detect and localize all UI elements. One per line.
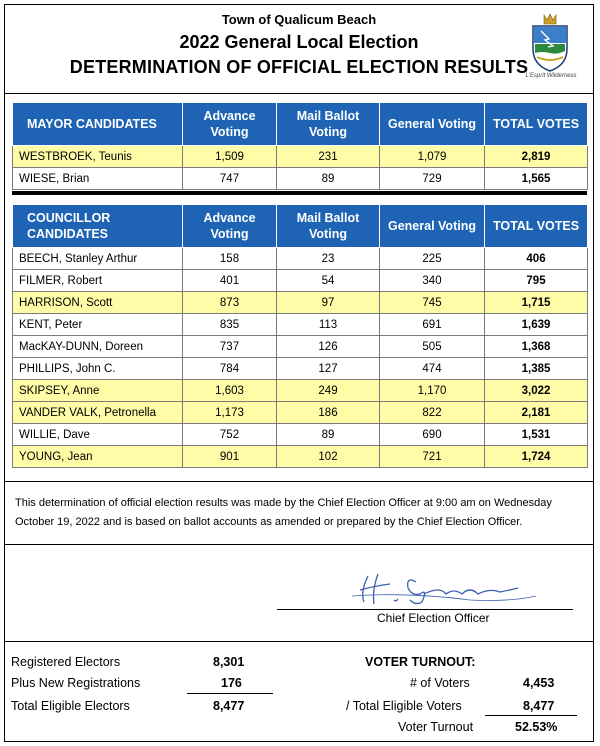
candidate-name: FILMER, Robert [13, 270, 183, 292]
new-registrations-value: 176 [221, 676, 242, 690]
advance-votes: 901 [183, 446, 277, 468]
candidate-row [13, 336, 588, 358]
total-votes: 2,181 [485, 402, 588, 424]
candidate-name: KENT, Peter [13, 314, 183, 336]
town-name: Town of Qualicum Beach [221, 12, 377, 27]
general-votes: 690 [380, 424, 485, 446]
sum-underline [187, 693, 273, 694]
total-votes-header: TOTAL VOTES [485, 103, 588, 146]
candidate-name: BEECH, Stanley Arthur [13, 248, 183, 270]
registered-electors-value: 8,301 [213, 655, 245, 669]
candidate-row [13, 358, 588, 380]
advance-votes: 737 [183, 336, 277, 358]
general-votes: 1,170 [380, 380, 485, 402]
mail-ballot-votes: 127 [277, 358, 380, 380]
section-divider [5, 641, 593, 642]
mail-ballot-votes: 102 [277, 446, 380, 468]
advance-voting-header: Advance Voting [183, 103, 277, 146]
councillor-results-table [12, 204, 588, 468]
determination-note [15, 494, 595, 532]
total-votes: 1,385 [485, 358, 588, 380]
candidate-row [13, 402, 588, 424]
mayor-results-table [12, 102, 588, 190]
general-voting-header: General Voting [380, 103, 485, 146]
mayor-table-header [13, 103, 588, 146]
new-registrations-label: Plus New Registrations [11, 676, 141, 690]
note-line-2: October 19, 2022 and is based on ballot accounts as amended or prepared by the Chief Election Officer. [15, 516, 523, 528]
candidate-row [13, 446, 588, 468]
town-crest-logo [527, 13, 573, 73]
candidate-name: WESTBROEK, Teunis [13, 146, 183, 168]
candidate-name: PHILLIPS, John C. [13, 358, 183, 380]
header-divider [5, 93, 593, 94]
mail-ballot-votes: 97 [277, 292, 380, 314]
mail-ballot-votes: 186 [277, 402, 380, 424]
total-votes: 2,819 [485, 146, 588, 168]
candidate-row [13, 314, 588, 336]
section-divider [5, 544, 593, 545]
candidate-row [13, 380, 588, 402]
mail-ballot-votes: 54 [277, 270, 380, 292]
general-votes: 505 [380, 336, 485, 358]
candidate-row [13, 248, 588, 270]
mail-ballot-header: Mail Ballot Voting [277, 103, 380, 146]
candidate-name: VANDER VALK, Petronella [13, 402, 183, 424]
total-votes: 1,565 [485, 168, 588, 190]
mail-ballot-votes: 113 [277, 314, 380, 336]
general-voting-header: General Voting [380, 205, 485, 248]
advance-votes: 835 [183, 314, 277, 336]
candidate-name: MacKAY-DUNN, Doreen [13, 336, 183, 358]
advance-votes: 784 [183, 358, 277, 380]
general-votes: 745 [380, 292, 485, 314]
candidate-row [13, 270, 588, 292]
signature-line [277, 609, 573, 610]
mail-ballot-votes: 89 [277, 424, 380, 446]
candidate-name: YOUNG, Jean [13, 446, 183, 468]
total-votes: 795 [485, 270, 588, 292]
advance-votes: 1,509 [183, 146, 277, 168]
section-divider [5, 481, 593, 482]
mail-ballot-header: Mail Ballot Voting [277, 205, 380, 248]
total-votes: 406 [485, 248, 588, 270]
mail-ballot-votes: 23 [277, 248, 380, 270]
mayor-candidates-header: MAYOR CANDIDATES [13, 103, 183, 146]
general-votes: 225 [380, 248, 485, 270]
advance-votes: 1,603 [183, 380, 277, 402]
advance-votes: 401 [183, 270, 277, 292]
results-sheet [4, 4, 594, 742]
general-votes: 340 [380, 270, 485, 292]
registered-electors-label: Registered Electors [11, 655, 121, 669]
candidate-name: WILLIE, Dave [13, 424, 183, 446]
voter-turnout-title: VOTER TURNOUT: [365, 655, 476, 669]
councillor-table-header [13, 205, 588, 248]
signature-caption: Chief Election Officer [377, 611, 490, 625]
document-header [5, 5, 593, 95]
candidate-name: HARRISON, Scott [13, 292, 183, 314]
total-votes: 1,715 [485, 292, 588, 314]
mail-ballot-votes: 231 [277, 146, 380, 168]
election-title: 2022 General Local Election [179, 32, 419, 52]
total-eligible-electors-label: Total Eligible Electors [11, 699, 130, 713]
candidate-row [13, 146, 588, 168]
division-underline [485, 715, 577, 716]
general-votes: 1,079 [380, 146, 485, 168]
note-line-1: This determination of official election results was made by the Chief Election Officer at 9:00 am on Wednesday [15, 497, 552, 509]
advance-voting-header: Advance Voting [183, 205, 277, 248]
total-eligible-voters-value: 8,477 [523, 699, 555, 713]
candidate-name: SKIPSEY, Anne [13, 380, 183, 402]
candidate-name: WIESE, Brian [13, 168, 183, 190]
general-votes: 721 [380, 446, 485, 468]
mail-ballot-votes: 249 [277, 380, 380, 402]
number-of-voters-label: # of Voters [410, 676, 470, 690]
mail-ballot-votes: 126 [277, 336, 380, 358]
advance-votes: 158 [183, 248, 277, 270]
voter-turnout-label: Voter Turnout [398, 720, 474, 734]
councillor-candidates-header: COUNCILLOR CANDIDATES [13, 205, 183, 248]
advance-votes: 873 [183, 292, 277, 314]
advance-votes: 752 [183, 424, 277, 446]
candidate-row [13, 292, 588, 314]
crest-motto: L'Esprit Wilderness [525, 73, 577, 79]
candidate-row [13, 424, 588, 446]
total-votes: 1,724 [485, 446, 588, 468]
total-eligible-electors-value: 8,477 [213, 699, 245, 713]
mail-ballot-votes: 89 [277, 168, 380, 190]
signature-image [350, 566, 540, 610]
candidate-row [13, 168, 588, 190]
advance-votes: 1,173 [183, 402, 277, 424]
total-eligible-voters-label: / Total Eligible Voters [346, 699, 462, 713]
general-votes: 729 [380, 168, 485, 190]
total-votes: 1,639 [485, 314, 588, 336]
general-votes: 691 [380, 314, 485, 336]
document-title: DETERMINATION OF OFFICIAL ELECTION RESULTS [69, 57, 529, 77]
total-votes: 3,022 [485, 380, 588, 402]
voter-turnout-value: 52.53% [515, 720, 558, 734]
total-votes: 1,368 [485, 336, 588, 358]
general-votes: 822 [380, 402, 485, 424]
total-votes: 1,531 [485, 424, 588, 446]
table-separator [12, 191, 587, 195]
general-votes: 474 [380, 358, 485, 380]
number-of-voters-value: 4,453 [523, 676, 555, 690]
advance-votes: 747 [183, 168, 277, 190]
total-votes-header: TOTAL VOTES [485, 205, 588, 248]
